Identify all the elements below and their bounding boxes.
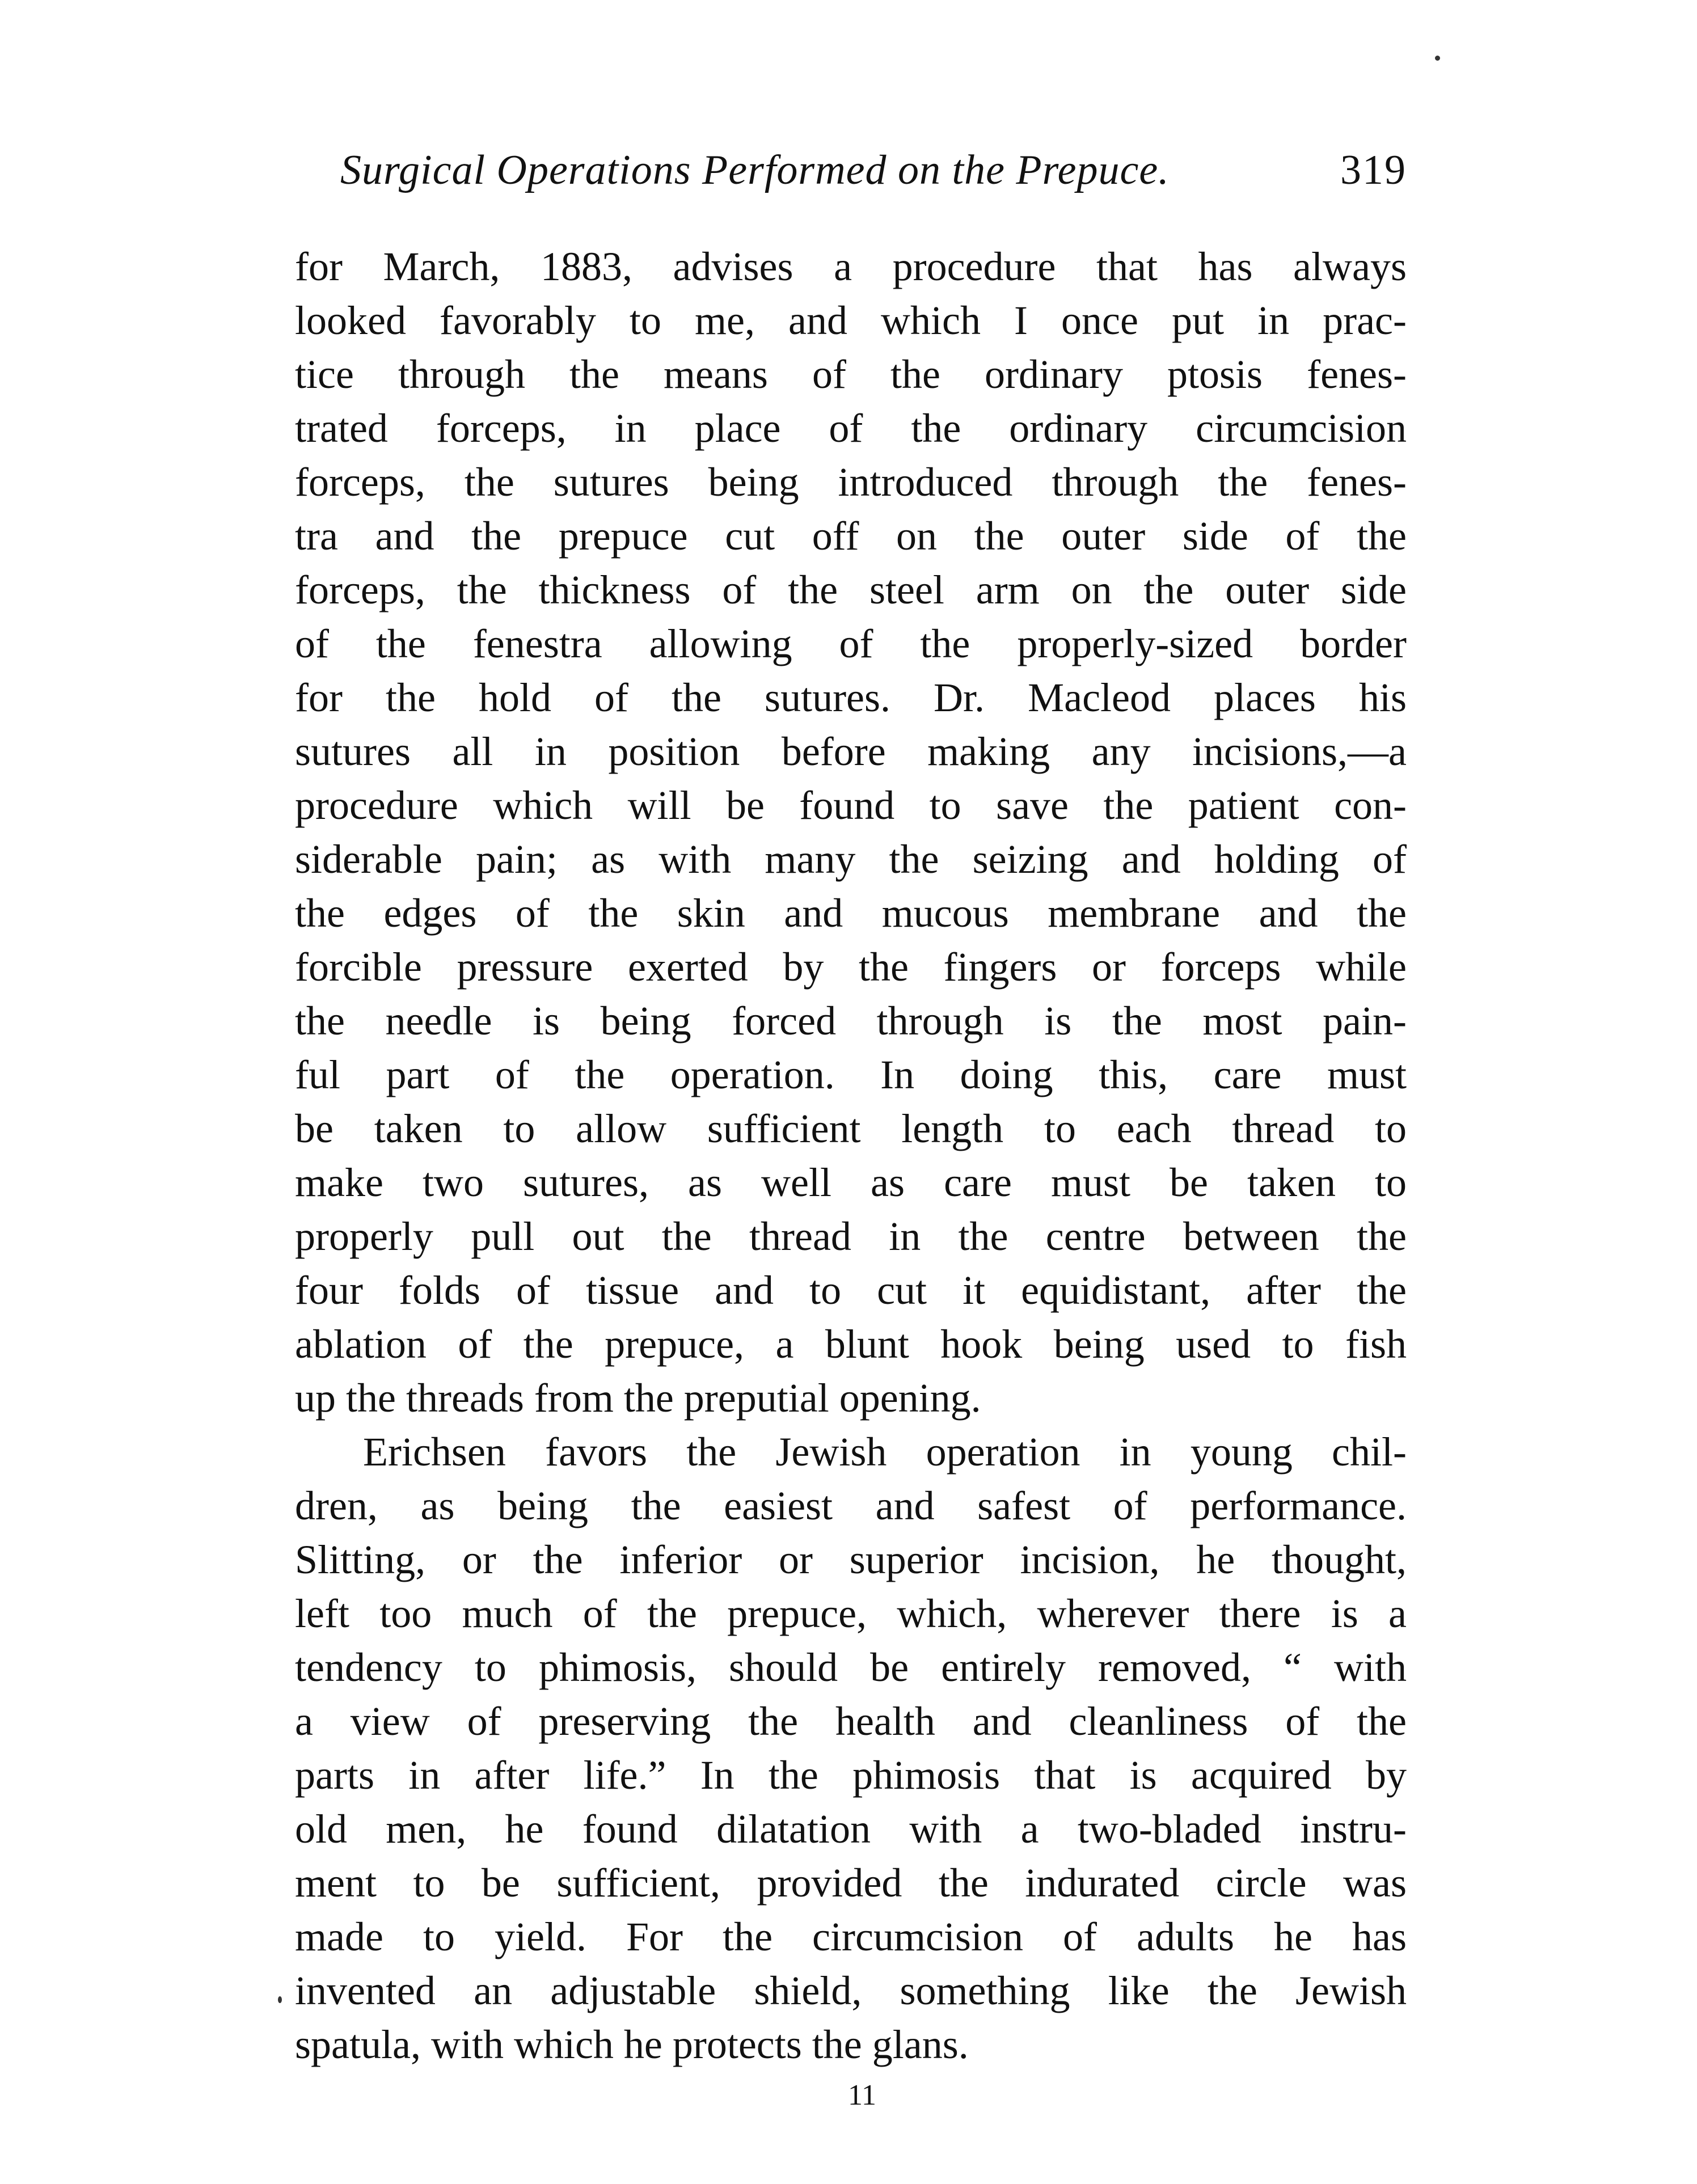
text-line: for March, 1883, advises a procedure that has always — [295, 244, 1407, 289]
text-line: properly pull out the thread in the centre between the — [295, 1214, 1407, 1259]
text-line: looked favorably to me, and which I once put in prac- — [295, 298, 1407, 343]
page-header — [340, 139, 1407, 201]
text-line: Slitting, or the inferior or superior incision, he thought, — [295, 1537, 1407, 1582]
text-line: ful part of the operation. In doing this, care must — [295, 1052, 1407, 1097]
text-line: invented an adjustable shield, something like the Jewish — [295, 1968, 1407, 2013]
text-line: sutures all in position before making any incisions,—a — [295, 729, 1407, 774]
text-line: parts in after life.” In the phimosis that is acquired by — [295, 1752, 1407, 1798]
text-line: forcible pressure exerted by the fingers or forceps while — [295, 944, 1407, 990]
text-line: be taken to allow sufficient length to each thread to — [295, 1106, 1407, 1151]
text-line: of the fenestra allowing of the properly-sized border — [295, 621, 1407, 666]
text-line: tendency to phimosis, should be entirely removed, “ with — [295, 1645, 1407, 1690]
text-line: tra and the prepuce cut off on the outer side of the — [295, 513, 1407, 559]
running-head: Surgical Operations Performed on the Prepuce. — [340, 147, 1170, 193]
text-line: a view of preserving the health and cleanliness of the — [295, 1699, 1407, 1744]
text-line: trated forceps, in place of the ordinary circumcision — [295, 405, 1407, 451]
text-line: left too much of the prepuce, which, wherever there is a — [295, 1591, 1407, 1636]
scan-speck — [1435, 56, 1440, 61]
text-line: up the threads from the preputial opening. — [295, 1375, 981, 1421]
text-line: made to yield. For the circumcision of adults he has — [295, 1914, 1407, 1959]
text-line: make two sutures, as well as care must be taken to — [295, 1160, 1407, 1205]
text-line: forceps, the thickness of the steel arm on the outer side — [295, 567, 1407, 612]
text-line: dren, as being the easiest and safest of performance. — [295, 1483, 1407, 1528]
text-line: procedure which will be found to save the patient con- — [295, 783, 1407, 828]
text-line: ablation of the prepuce, a blunt hook being used to fish — [295, 1321, 1407, 1367]
text-line: four folds of tissue and to cut it equidistant, after the — [295, 1268, 1407, 1313]
text-line: tice through the means of the ordinary ptosis fenes- — [295, 352, 1407, 397]
text-line: the needle is being forced through is the most pain- — [295, 998, 1407, 1044]
text-line: for the hold of the sutures. Dr. Macleod places his — [295, 675, 1407, 720]
text-line: Erichsen favors the Jewish operation in young chil- — [363, 1429, 1407, 1475]
text-line: forceps, the sutures being introduced through the fenes- — [295, 459, 1407, 505]
signature-mark: 11 — [847, 2079, 877, 2111]
text-line: spatula, with which he protects the glans. — [295, 2022, 969, 2067]
text-line: ment to be sufficient, provided the indurated circle was — [295, 1860, 1407, 1906]
text-line: siderable pain; as with many the seizing and holding of — [295, 837, 1407, 882]
scan-speck — [278, 1996, 282, 2003]
text-line: the edges of the skin and mucous membrane and the — [295, 890, 1407, 936]
text-line: old men, he found dilatation with a two-bladed instru- — [295, 1806, 1407, 1852]
page-number: 319 — [1340, 147, 1407, 193]
